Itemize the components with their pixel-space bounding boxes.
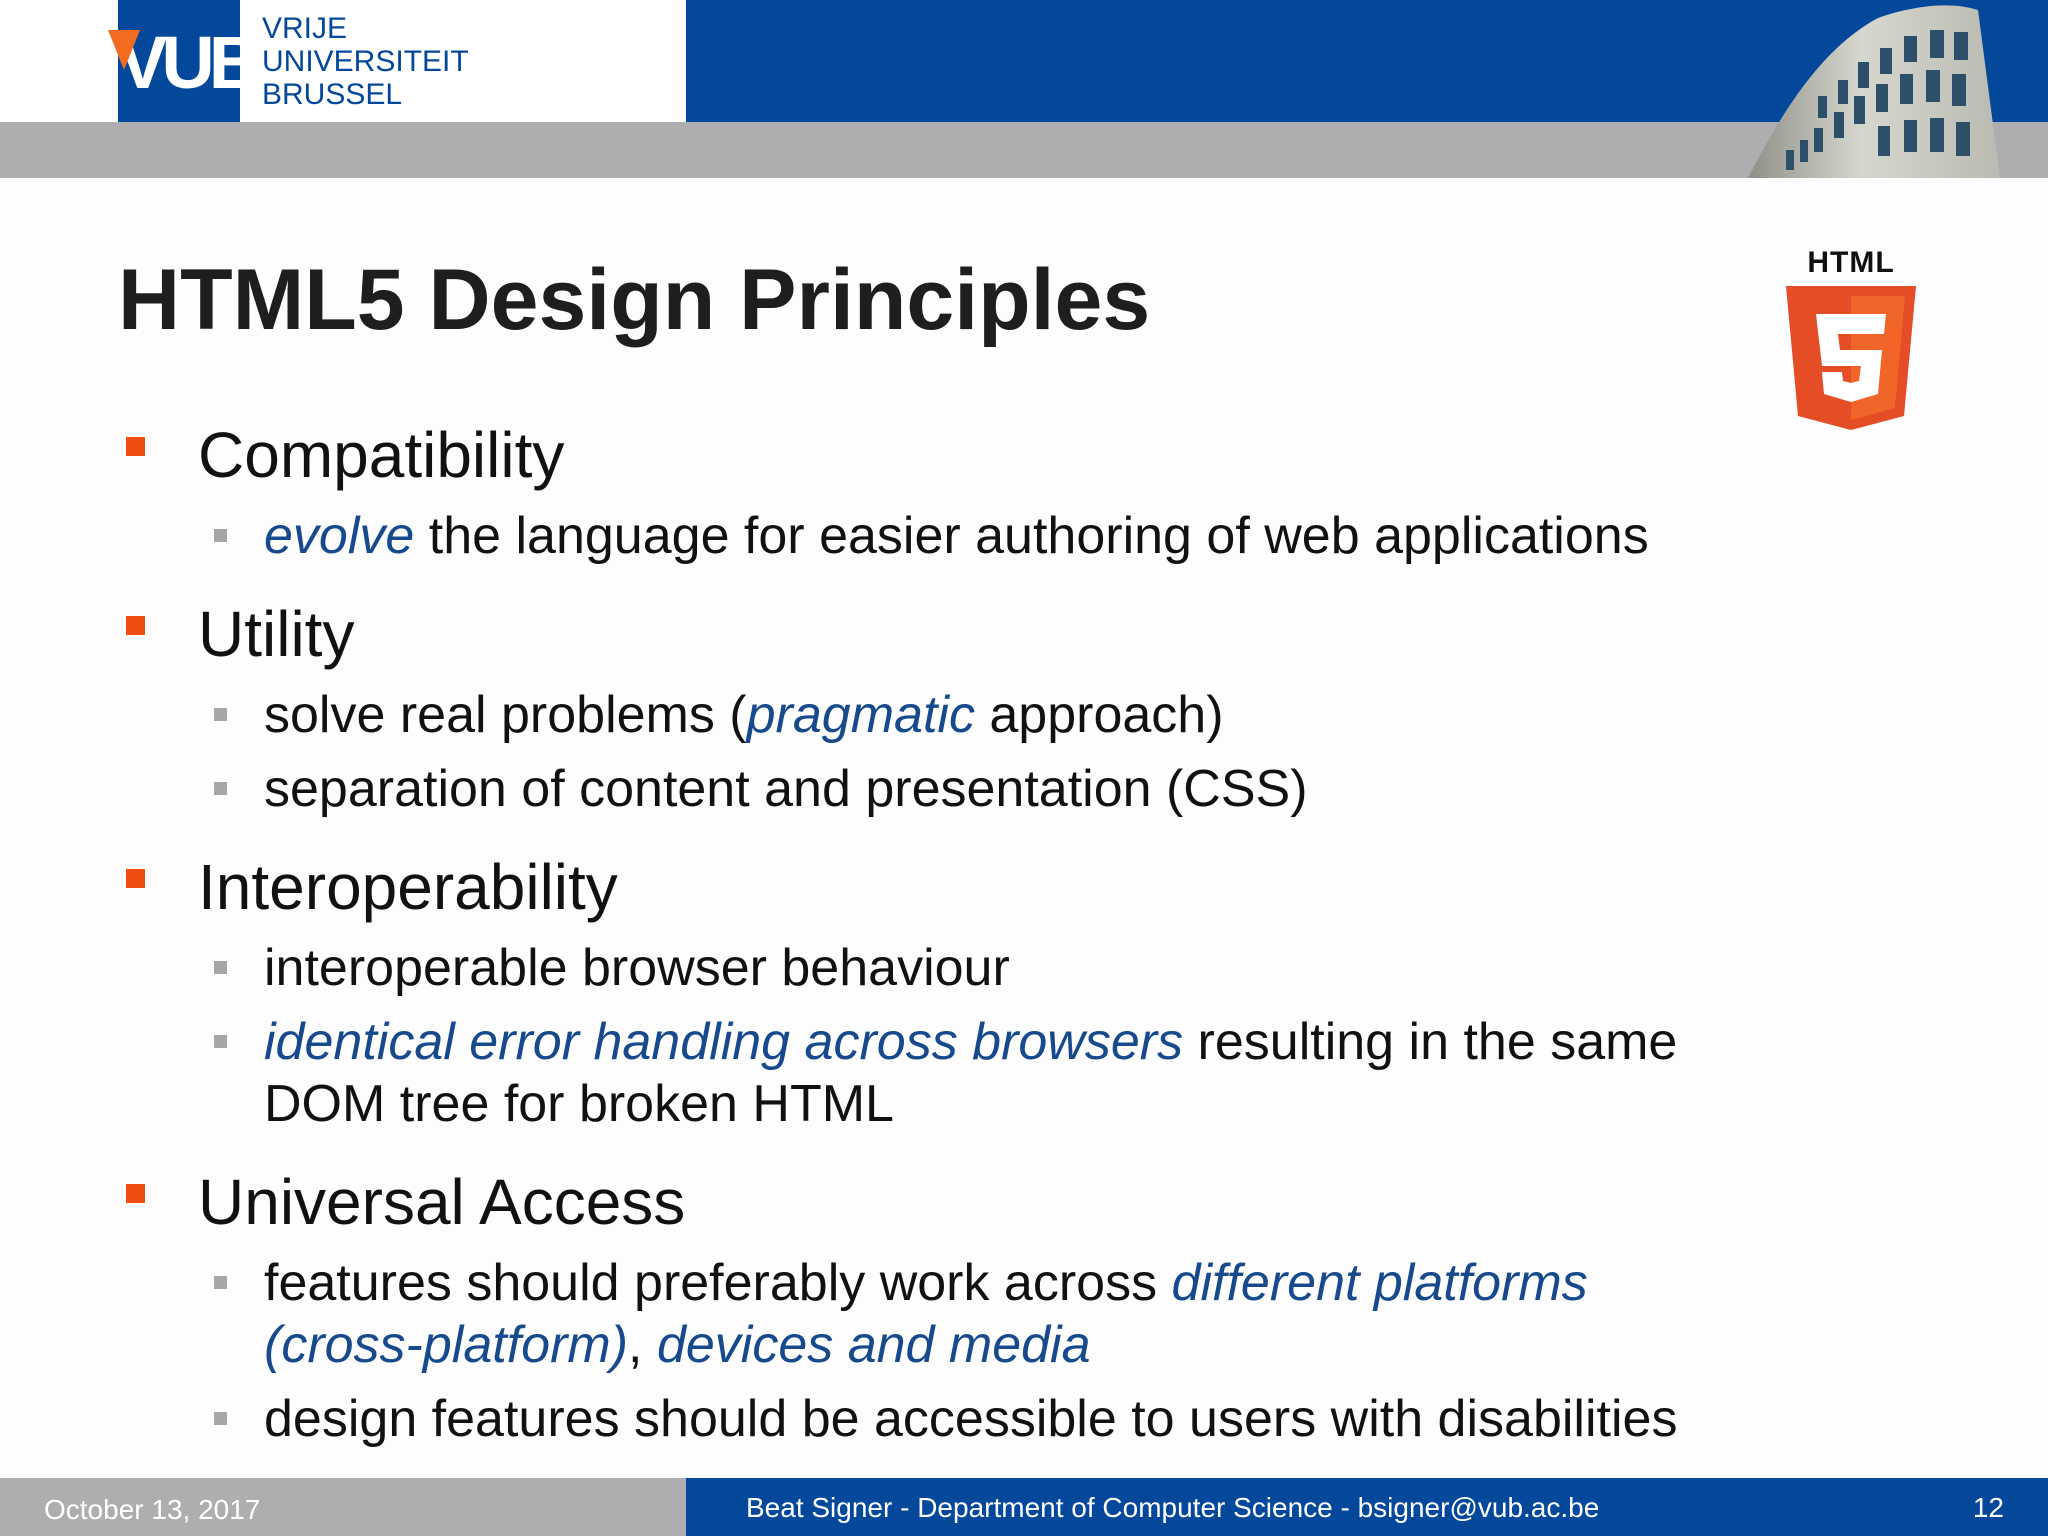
level2-bullet-icon	[214, 1412, 227, 1425]
vub-logo-line: UNIVERSITEIT	[262, 45, 469, 78]
list-item: solve real problems (pragmatic approach)	[264, 686, 1224, 744]
footer-page-number: 12	[1972, 1492, 2004, 1523]
level2-bullet-icon	[214, 782, 227, 795]
list-item: features should preferably work across different platforms	[264, 1254, 1588, 1312]
list-item: interoperable browser behaviour	[264, 939, 1010, 997]
level2-bullet-icon	[214, 1035, 227, 1048]
list-item: separation of content and presentation (CSS)	[264, 760, 1308, 818]
building-photo-icon	[1748, 0, 2000, 178]
section-heading-compatibility: Compatibility	[198, 419, 565, 491]
vub-logo-line: VRIJE	[262, 12, 348, 45]
list-item-continuation: DOM tree for broken HTML	[264, 1075, 894, 1133]
vub-logo-letters: VUB	[118, 21, 257, 104]
level1-bullet-icon	[126, 437, 145, 456]
list-item: evolve the language for easier authoring of web applications	[264, 507, 1649, 565]
footer-author-line: Beat Signer - Department of Computer Science - bsigner@vub.ac.be	[746, 1492, 1600, 1523]
list-item-continuation: (cross-platform), devices and media	[264, 1316, 1091, 1374]
vub-logo-line: BRUSSEL	[262, 78, 403, 111]
section-heading-universal-access: Universal Access	[198, 1166, 686, 1238]
level2-bullet-icon	[214, 1276, 227, 1289]
level2-bullet-icon	[214, 961, 227, 974]
level1-bullet-icon	[126, 1184, 145, 1203]
html5-logo-word: HTML	[1807, 246, 1895, 279]
level2-bullet-icon	[214, 529, 227, 542]
list-item: identical error handling across browsers resulting in the same	[264, 1013, 1678, 1071]
level1-bullet-icon	[126, 616, 145, 635]
level2-bullet-icon	[214, 708, 227, 721]
slide-title: HTML5 Design Principles	[118, 252, 1151, 348]
level1-bullet-icon	[126, 869, 145, 888]
vub-logo-accent-icon	[108, 30, 140, 70]
footer-date: October 13, 2017	[44, 1494, 261, 1525]
vub-logo-text	[262, 12, 469, 111]
slide-header	[0, 0, 2048, 178]
header-gray-band	[0, 122, 2048, 178]
list-item: design features should be accessible to users with disabilities	[264, 1390, 1678, 1448]
section-heading-utility: Utility	[198, 598, 355, 670]
html5-logo	[1786, 246, 1916, 430]
section-heading-interoperability: Interoperability	[198, 851, 618, 923]
html5-shield-icon	[1786, 286, 1916, 430]
